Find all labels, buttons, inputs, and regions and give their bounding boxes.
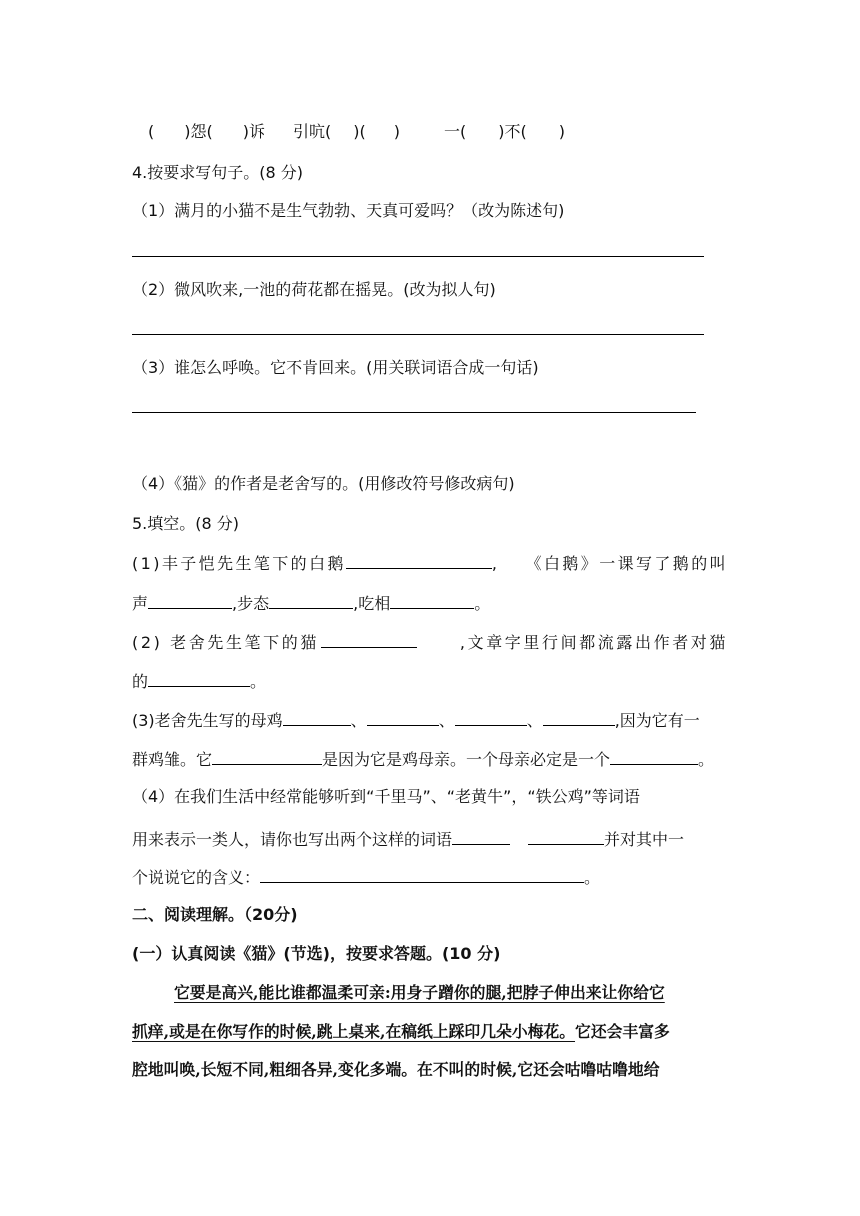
passage-line-1: 它要是高兴,能比谁都温柔可亲:用身子蹭你的腿,把脖子伸出来让你给它 [174,983,665,1002]
blank[interactable] [455,709,527,726]
section2-heading: 二、阅读理解。（20分) [132,905,298,924]
q4-item-2: （2）微风吹来,一池的荷花都在摇晃。(改为拟人句) [132,280,496,299]
answer-line[interactable] [132,412,696,413]
passage-line-3: 腔地叫唤,长短不同,粗细各异,变化多端。在不叫的时候,它还会咕噜咕噜地给 [132,1060,660,1079]
q4-item-3: （3）谁怎么呼唤。它不肯回来。(用关联词语合成一句话) [132,358,539,377]
q5-p2-line2: 的 。 [132,672,267,691]
q5-p3-line1: (3)老舍先生写的母鸡 、 、 、 ,因为它有一 [132,711,700,730]
q5-p2-line1: (2) 老舍先生笔下的猫 ,文章字里行间都流露出作者对猫 [132,633,728,652]
blank[interactable] [148,592,232,609]
q5-p1-line2: 声 ,步态 ,吃相 。 [132,594,491,613]
answer-line[interactable] [132,256,704,257]
blank[interactable] [283,709,351,726]
q5-p1-line1: (1)丰子恺先生笔下的白鹅 , 《白鹅》一课写了鹅的叫 [132,554,728,573]
q5-p4-line1: （4）在我们生活中经常能够听到“千里马”、“老黄牛”，“铁公鸡”等词语 [132,787,640,806]
char-fill-row: ( )怨( )诉 引吭( )( ) 一( )不( ) [148,122,565,141]
q5-p4-line3: 个说说它的含义： 。 [132,868,601,887]
q4-item-4: （4）《猫》的作者是老舍写的。(用修改符号修改病句) [132,474,515,493]
blank[interactable] [212,748,322,765]
blank[interactable] [346,552,492,569]
q4-heading: 4.按要求写句子。(8 分) [132,163,304,182]
q5-p4-line2: 用来表示一类人，请你也写出两个这样的词语 并对其中一 [132,830,685,849]
blank[interactable] [367,709,439,726]
blank[interactable] [543,709,615,726]
answer-line[interactable] [132,334,704,335]
blank[interactable] [390,592,474,609]
q5-heading: 5.填空。(8 分) [132,514,240,533]
blank[interactable] [260,866,584,883]
passage-line-2: 抓痒,或是在你写作的时候,跳上桌来,在稿纸上踩印几朵小梅花。它还会丰富多 [132,1022,670,1041]
q5-p3-line2: 群鸡雏。它 是因为它是鸡母亲。一个母亲必定是一个 。 [132,750,715,769]
blank[interactable] [269,592,353,609]
blank[interactable] [528,828,604,845]
blank[interactable] [148,670,250,687]
blank[interactable] [452,828,510,845]
section2-sub1-heading: (一）认真阅读《猫》(节选)，按要求答题。(10 分) [132,944,501,963]
q4-item-1: （1）满月的小猫不是生气勃勃、天真可爱吗？（改为陈述句) [132,201,565,220]
blank[interactable] [610,748,698,765]
blank[interactable] [321,631,417,648]
